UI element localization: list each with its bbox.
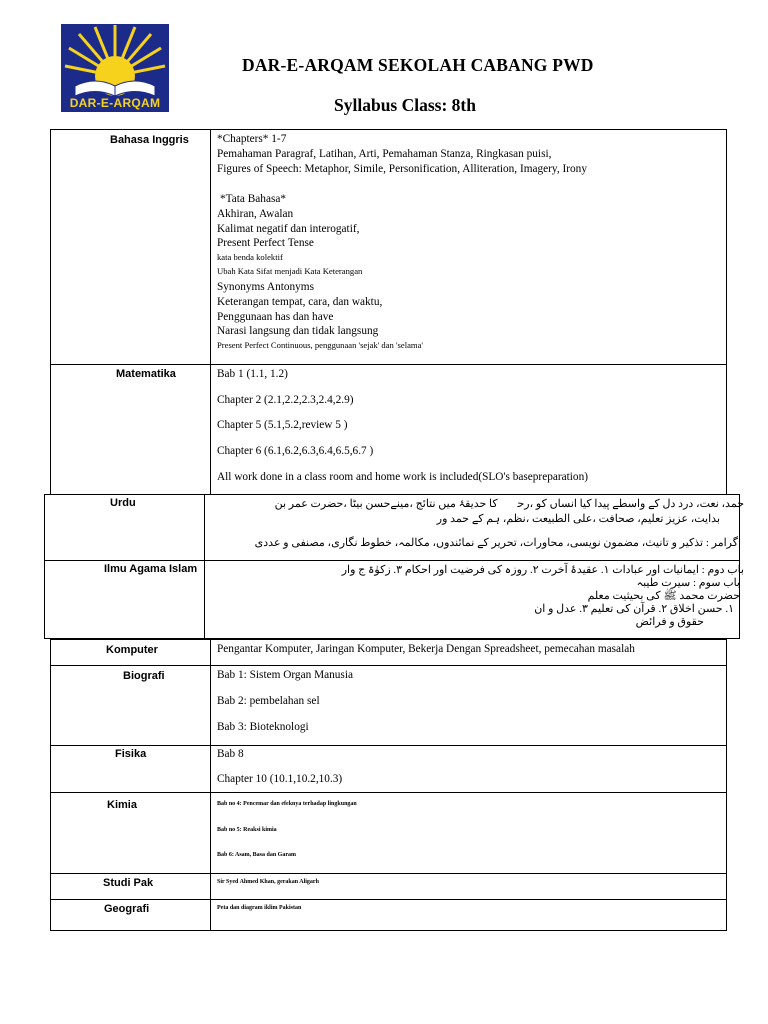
subject-bahasa-inggris: Bahasa Inggris	[110, 134, 189, 146]
subject-matematika: Matematika	[116, 368, 176, 380]
matematika-line: All work done in a class room and home work is included(SLO's basepreparation)	[217, 471, 588, 483]
bahasa-line: Synonyms Antonyms	[217, 281, 314, 293]
biografi-line: Bab 1: Sistem Organ Manusia	[217, 669, 353, 681]
islam-line: حضرت محمد ﷺ کی بحیثیت معلم	[587, 590, 740, 602]
bahasa-line: Akhiran, Awalan	[217, 208, 294, 220]
subject-komputer: Komputer	[106, 644, 158, 656]
subject-ilmu-agama-islam: Ilmu Agama Islam	[104, 563, 198, 575]
urdu-line: گرامر : تذکیر و تانیث، مضمون نویسی، محاورات، تحریر کے نمائندوں، مکالمہ، خطوط نگاری، مصنفی و عددی	[254, 537, 738, 549]
subject-fisika: Fisika	[115, 748, 147, 760]
komputer-line: Pengantar Komputer, Jaringan Komputer, Bekerja Dengan Spreadsheet, pemecahan masalah	[217, 643, 635, 655]
islam-line: ۱. حسن اخلاق ۲. قرآن کی تعلیم ۳. عدل و ان	[534, 603, 734, 615]
school-name: DAR-E-ARQAM SEKOLAH CABANG PWD	[242, 55, 594, 75]
bahasa-line: Present Perfect Continuous, penggunaan 'sejak' dan 'selama'	[217, 340, 423, 350]
row-divider	[50, 745, 727, 746]
kimia-line: Bab 6: Asam, Basa dan Garam	[217, 852, 297, 858]
matematika-line: Chapter 5 (5.1,5.2,review 5 )	[217, 419, 348, 431]
urdu-line: حمد، نعت، درد دل کے واسطے پیدا کیا انساں کو ،رحیؒ کا حدیقۂ میں نتائج ،مینےحسن بیٹا ،حضرت عمر بن	[274, 498, 744, 510]
column-divider	[210, 639, 211, 931]
matematika-line: Bab 1 (1.1, 1.2)	[217, 368, 288, 380]
islam-line: حقوق و فرائض	[635, 616, 704, 628]
column-divider	[204, 494, 205, 639]
kimia-line: Bab no 5: Reaksi kimia	[217, 827, 277, 833]
islam-line: باب سوم : سیرت طیبہ	[636, 577, 740, 589]
subject-urdu: Urdu	[110, 497, 136, 509]
bahasa-line: Present Perfect Tense	[217, 237, 314, 249]
bahasa-line: Pemahaman Paragraf, Latihan, Arti, Pemahaman Stanza, Ringkasan puisi,	[217, 148, 552, 160]
bahasa-line: kata benda kolektif	[217, 252, 283, 262]
row-divider	[50, 899, 727, 900]
matematika-line: Chapter 2 (2.1,2.2,2.3,2.4,2.9)	[217, 394, 354, 406]
bahasa-line: Kalimat negatif dan interogatif,	[217, 223, 360, 235]
bahasa-line: Penggunaan has dan have	[217, 311, 334, 323]
bahasa-line: *Chapters* 1-7	[217, 133, 287, 145]
kimia-line: Bab no 4: Pencemar dan efeknya terhadap lingkungan	[217, 801, 357, 807]
syllabus-title: Syllabus Class: 8th	[334, 95, 476, 115]
row-divider	[50, 792, 727, 793]
biografi-line: Bab 3: Bioteknologi	[217, 721, 309, 733]
subject-studi-pak: Studi Pak	[103, 877, 154, 889]
row-divider	[50, 639, 727, 640]
row-divider	[50, 873, 727, 874]
fisika-line: Chapter 10 (10.1,10.2,10.3)	[217, 773, 343, 785]
logo-text: DAR-E-ARQAM	[69, 96, 161, 110]
subject-kimia: Kimia	[107, 799, 137, 811]
bahasa-line: Ubah Kata Sifat menjadi Kata Keterangan	[217, 266, 363, 276]
bahasa-line: Narasi langsung dan tidak langsung	[217, 325, 379, 337]
bahasa-line: Figures of Speech: Metaphor, Simile, Personification, Alliteration, Imagery, Irony	[217, 163, 587, 175]
bahasa-line: *Tata Bahasa*	[220, 193, 287, 205]
islam-line: باب دوم : ایمانیات اور عبادات ۱. عقیدۂ آخرت ۲. روزہ کی فرضیت اور احکام ۳. زکوٰۃ ج وار	[341, 564, 744, 576]
row-divider	[50, 364, 727, 365]
row-divider	[44, 560, 740, 561]
school-logo	[61, 24, 169, 112]
geografi-line: Peta dan diagram iklim Pakistan	[217, 905, 302, 911]
bahasa-line: Keterangan tempat, cara, dan waktu,	[217, 296, 383, 308]
subject-biografi: Biografi	[123, 670, 165, 682]
fisika-line: Bab 8	[217, 748, 244, 760]
row-divider	[50, 665, 727, 666]
urdu-line: بدایت، عزیز تعلیم، صحافت ،علی الطبیعت ،نظم، ہم کے حمد ور	[436, 513, 720, 525]
matematika-line: Chapter 6 (6.1,6.2,6.3,6.4,6.5,6.7 )	[217, 445, 374, 457]
column-divider	[210, 129, 211, 494]
studi-pak-line: Sir Syed Ahmed Khan, gerakan Aligarh	[217, 879, 319, 885]
biografi-line: Bab 2: pembelahan sel	[217, 695, 320, 707]
subject-geografi: Geografi	[104, 903, 150, 915]
